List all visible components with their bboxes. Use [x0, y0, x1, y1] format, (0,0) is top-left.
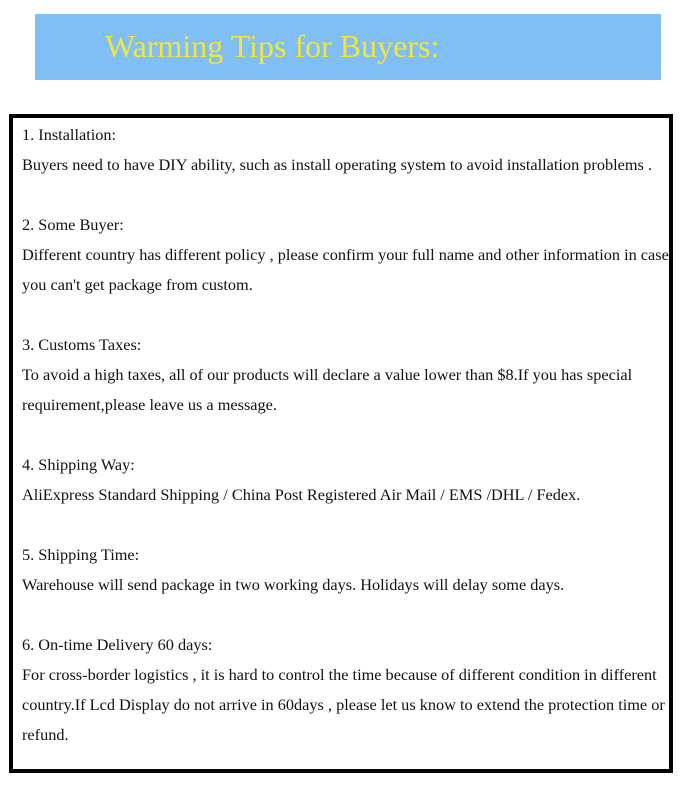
tips-banner: [35, 14, 661, 80]
tip-shipping-time: [22, 540, 672, 600]
tip-body: AliExpress Standard Shipping / China Post Registered Air Mail / EMS /DHL / Fedex.: [22, 485, 581, 504]
tip-heading: 6. On-time Delivery 60 days:: [22, 635, 213, 654]
tip-body: Warehouse will send package in two working days. Holidays will delay some days.: [22, 575, 565, 594]
tip-heading: 5. Shipping Time:: [22, 545, 140, 564]
tip-heading: 4. Shipping Way:: [22, 455, 135, 474]
tips-box: [9, 114, 673, 773]
tip-delivery: [22, 630, 672, 750]
tip-body: Buyers need to have DIY ability, such as install operating system to avoid installation problems .: [22, 155, 653, 174]
tip-customs-taxes: [22, 330, 672, 420]
tip-some-buyer: [22, 210, 672, 300]
tip-body: For cross-border logistics , it is hard to control the time because of different condition in different country.If Lcd Display do not arrive in 60days , please let us know to extend the protection time or refund.: [22, 665, 665, 744]
banner-title: Warming Tips for Buyers:: [105, 28, 440, 64]
tip-heading: 2. Some Buyer:: [22, 215, 124, 234]
tip-body: To avoid a high taxes, all of our products will declare a value lower than $8.If you has special requirement,please leave us a message.: [22, 365, 633, 414]
tip-installation: [22, 120, 672, 180]
tip-shipping-way: [22, 450, 672, 510]
tip-heading: 3. Customs Taxes:: [22, 335, 142, 354]
tips-list: [22, 120, 672, 750]
tip-heading: 1. Installation:: [22, 125, 117, 144]
tip-body: Different country has different policy , please confirm your full name and other information in case you can't get package from custom.: [22, 245, 669, 294]
